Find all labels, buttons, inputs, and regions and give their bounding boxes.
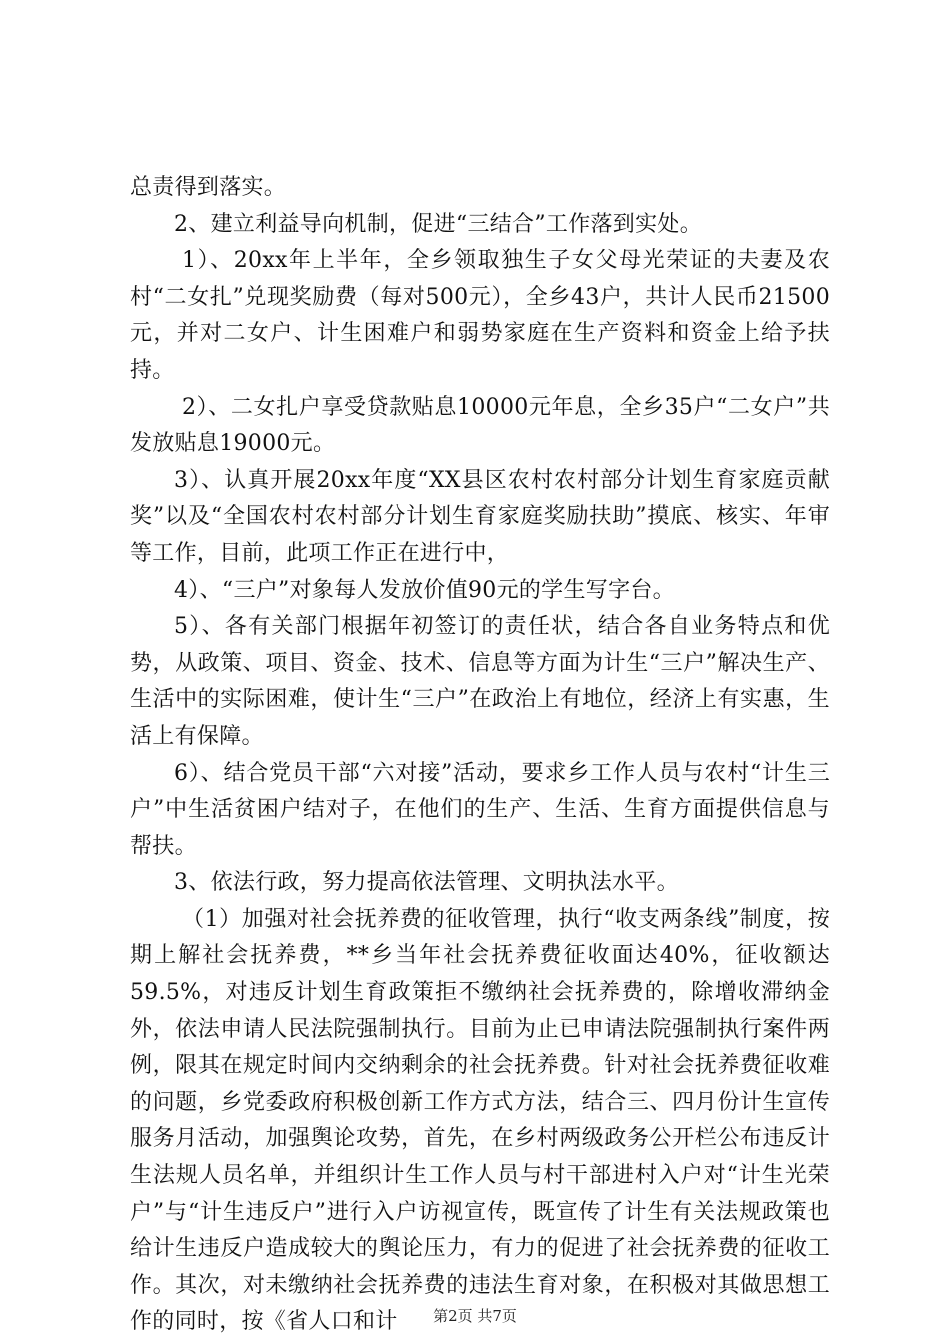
- page-footer: 第2页 共7页: [433, 1307, 517, 1325]
- paragraph-item-2: 2）、二女扎户享受贷款贴息10000元年息，全乡35户“二女户”共发放贴息19000元。: [130, 394, 830, 457]
- paragraph-item-1: 1）、20xx年上半年，全乡领取独生子女父母光荣证的夫妻及农村“二女扎”兑现奖励费（每对500元），全乡43户，共计人民币21500元，并对二女户、计生困难户和弱势家庭在生产资料和资金上给予扶持。: [130, 248, 830, 383]
- document-body: [130, 170, 830, 1341]
- paragraph-section-2-heading: 2、建立利益导向机制，促进“三结合”工作落到实处。: [174, 211, 702, 237]
- paragraph-item-3: 3）、认真开展20xx年度“XX县区农村农村部分计划生育家庭贡献奖”以及“全国农村农村部分计划生育家庭奖励扶助”摸底、核实、年审等工作，目前，此项工作正在进行中，: [130, 467, 830, 566]
- paragraph-item-5: 5）、各有关部门根据年初签订的责任状，结合各自业务特点和优势，从政策、项目、资金、技术、信息等方面为计生“三户”解决生产、生活中的实际困难，使计生“三户”在政治上有地位，经济上有实惠，生活上有保障。: [130, 614, 830, 749]
- paragraph-section-3-heading: 3、依法行政，努力提高依法管理、文明执法水平。: [174, 870, 679, 896]
- paragraph-item-4: 4）、“三户”对象每人发放价值90元的学生写字台。: [174, 577, 675, 603]
- paragraph-continuation: 总责得到落实。: [130, 175, 287, 200]
- paragraph-item-6: 6）、结合党员干部“六对接”活动，要求乡工作人员与农村“计生三户”中生活贫困户结对子，在他们的生产、生活、生育方面提供信息与帮扶。: [130, 760, 830, 859]
- paragraph-subitem-1: （1）加强对社会抚养费的征收管理，执行“收支两条线”制度，按期上解社会抚养费，**乡当年社会抚养费征收面达40%，征收额达59.5%，对违反计划生育政策拒不缴纳社会抚养费的，除增收滞纳金外，依法申请人民法院强制执行。目前为止已申请法院强制执行案件两例，限其在规定时间内交纳剩余的社会抚养费。针对社会抚养费征收难的问题，乡党委政府积极创新工作方式方法，结合三、四月份计生宣传服务月活动，加强舆论攻势，首先，在乡村两级政务公开栏公布违反计生法规人员名单，并组织计生工作人员与村干部进村入户对“计生光荣户”与“计生违反户”进行入户访视宣传，既宣传了计生有关法规政策也给计生违反户造成较大的舆论压力，有力的促进了社会抚养费的征收工作。其次，对未缴纳社会抚养费的违法生育对象，在积极对其做思想工作的同时，按《省人口和计: [130, 906, 830, 1335]
